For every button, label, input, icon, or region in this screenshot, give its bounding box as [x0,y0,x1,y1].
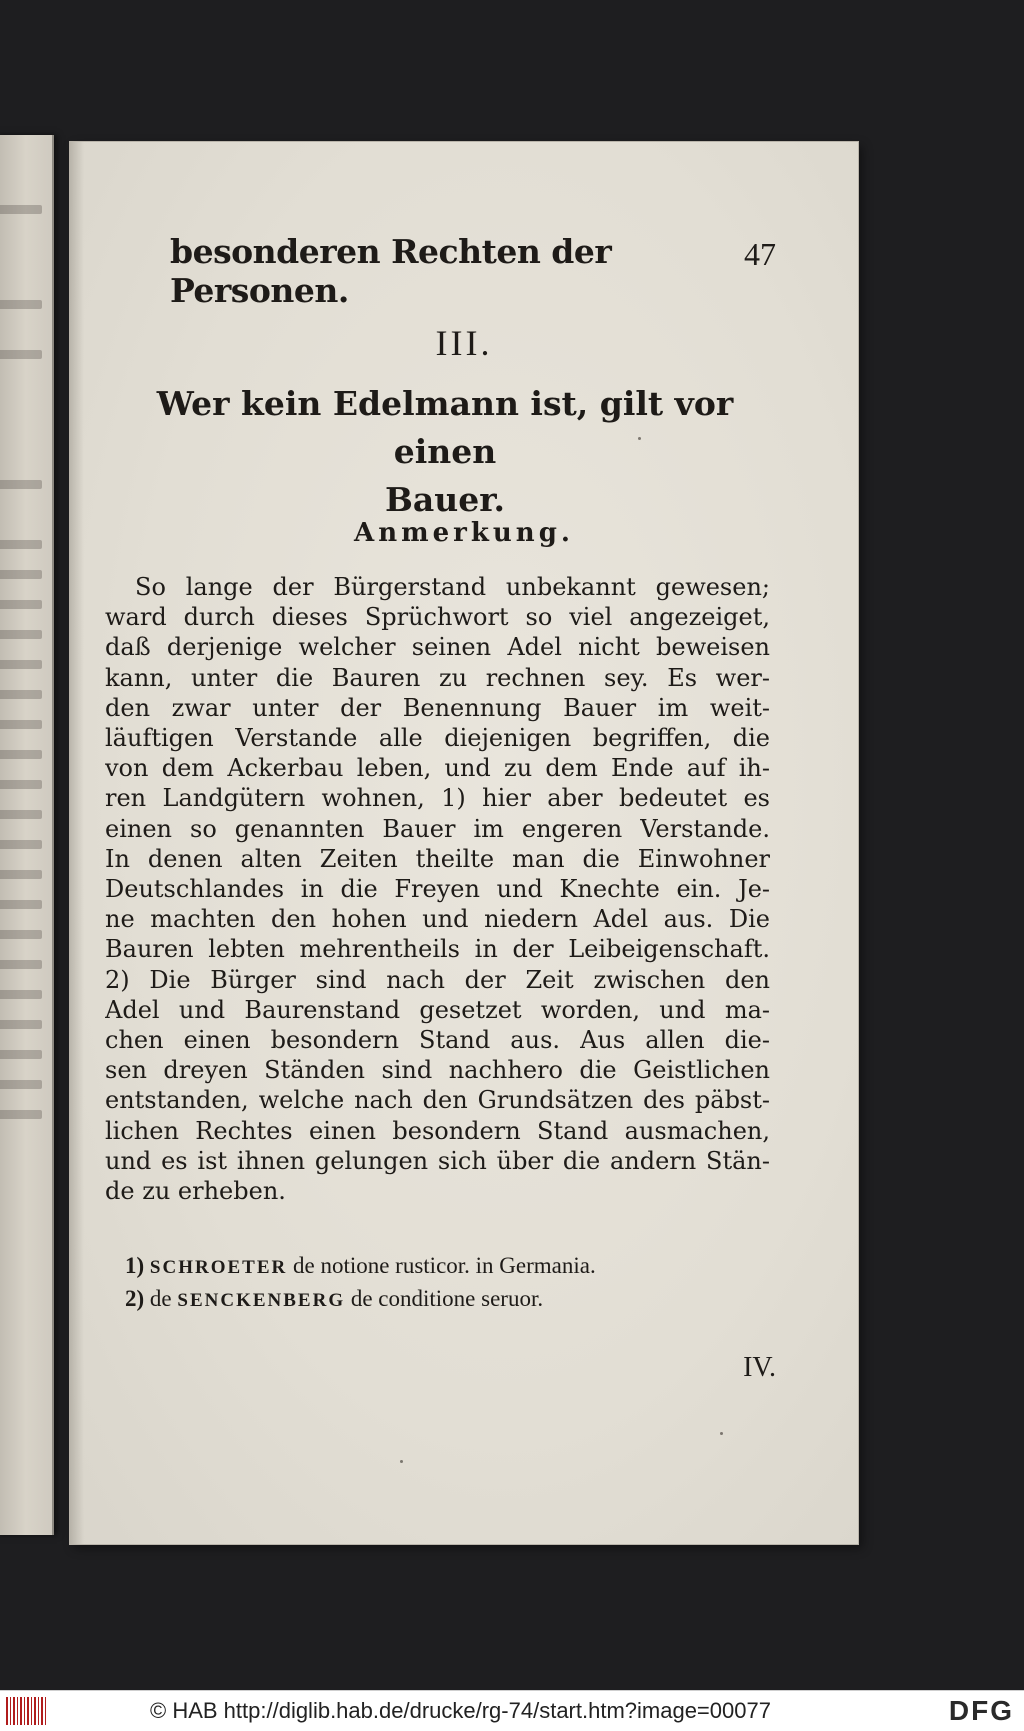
footnote-2 [125,1283,775,1316]
footnote-author: SCHROETER [149,1257,288,1278]
text-line: So lange der Bürgerstand unbekannt gewesen; [135,573,770,601]
text-line: den zwar unter der Benennung Bauer im weit- [105,693,770,722]
paper-speck [720,1432,723,1435]
page-number: 47 [744,236,776,272]
text-line: Adel und Baurenstand gesetzet worden, und ma- [105,995,770,1024]
text-line: sen dreyen Ständen sind nachhero die Geistlichen [105,1056,770,1085]
text-line: ward durch dieses Sprüchwort so viel angezeiget, [105,603,770,632]
paper-speck [400,1460,403,1463]
copyright-link[interactable]: © HAB http://diglib.hab.de/drucke/rg-74/start.htm?image=00077 [150,1698,771,1723]
text-line: chen einen besondern Stand aus. Aus allen die- [105,1026,770,1055]
footnote-author: SENCKENBERG [177,1290,346,1311]
text-line: läuftigen Verstande alle diejenigen begriffen, die [105,724,770,753]
note-heading: Anmerkung. [354,518,574,548]
text-line: de zu erheben. [105,1177,286,1206]
chapter-title [130,380,760,524]
footnote-marker: 1) [125,1253,145,1278]
footnote-text: de conditione seruor. [350,1286,544,1311]
text-line: einen so genannten Bauer im engeren Verstande. [105,814,770,843]
footnote-text: de notione rusticor. in Germania. [292,1253,596,1278]
body-paragraph [105,572,770,1206]
dfg-logo-icon: DFG [948,1695,1014,1726]
book-page [70,142,858,1544]
text-line: ne machten den hohen und niedern Adel aus. Die [105,905,770,934]
text-line: In denen alten Zeiten theilte man die Einwohner [105,844,770,873]
attribution-bar [0,1690,1024,1731]
previous-page-edge [0,135,54,1535]
footnote-1 [125,1250,775,1283]
text-line: entstanden, welche nach den Grundsätzen des päbst- [105,1086,770,1115]
text-line: Bauren lebten mehrentheils in der Leibeigenschaft. [105,935,770,964]
chapter-title-line: Bauer. [384,480,506,519]
text-line: 2) Die Bürger sind nach der Zeit zwischen den [105,965,770,994]
footnotes [125,1250,775,1316]
text-line: ren Landgütern wohnen, 1) hier aber bedeutet es [105,784,770,813]
text-line: Deutschlandes in die Freyen und Knechte ein. Je- [105,875,770,904]
text-line: kann, unter die Bauren zu rechnen sey. Es wer- [105,663,770,692]
footnote-marker: 2) [125,1286,145,1311]
chapter-title-line: Wer kein Edelmann ist, gilt vor einen [156,384,734,471]
footnote-prefix: de [149,1286,172,1311]
catchword: IV. [743,1352,776,1383]
text-line: lichen Rechtes einen besondern Stand ausmachen, [105,1116,770,1145]
running-head: besonderen Rechten der Personen. [170,232,612,310]
text-line: daß derjenige welcher seinen Adel nicht beweisen [105,633,770,662]
barcode-icon [6,1697,46,1725]
text-line: von dem Ackerbau leben, und zu dem Ende auf ih- [105,754,770,783]
chapter-number: III. [435,323,493,363]
text-line: und es ist ihnen gelungen sich über die andern Stän- [105,1146,770,1175]
paper-speck [638,437,641,440]
